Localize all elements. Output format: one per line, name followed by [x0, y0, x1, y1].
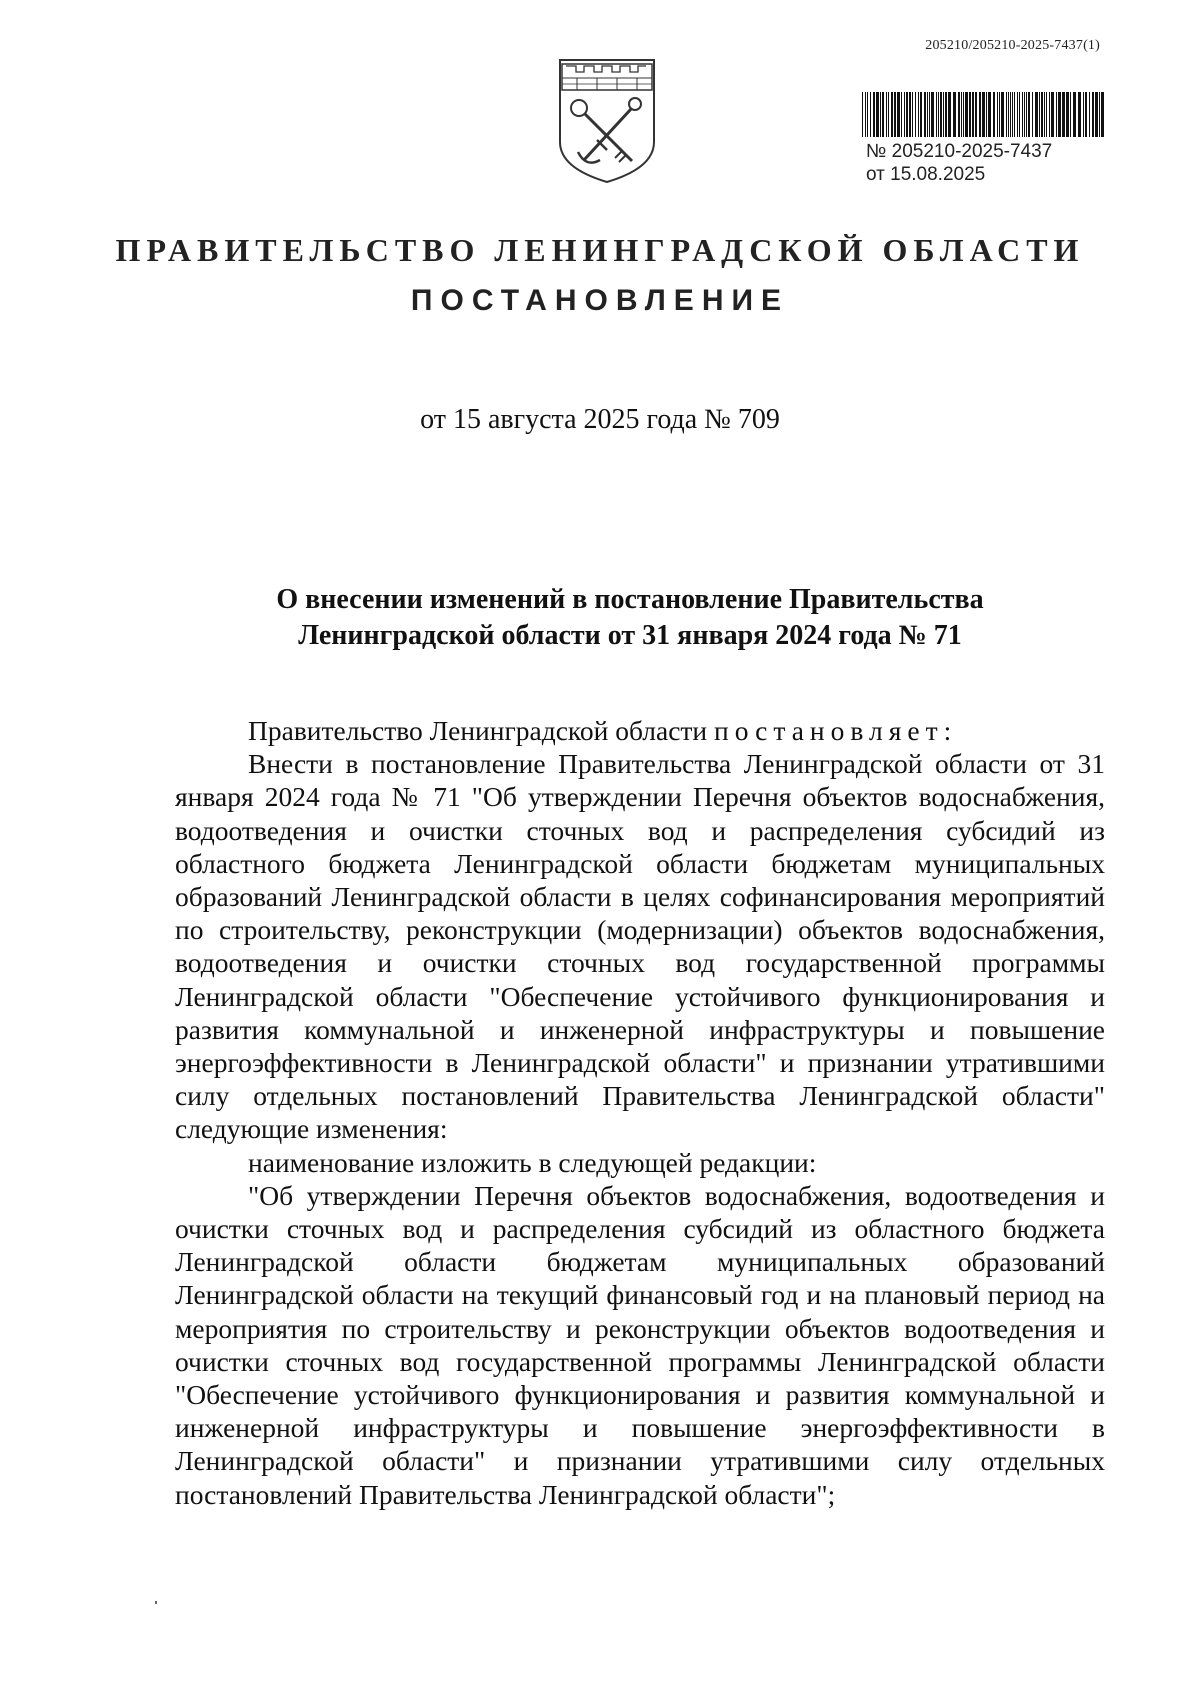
barcode-bar: [1049, 92, 1050, 137]
barcode-bar: [1058, 92, 1061, 137]
subject-line-2: Ленинградской области от 31 января 2024 года № 71: [298, 620, 962, 651]
intro-verb: постановляет:: [714, 715, 958, 746]
barcode-bar: [873, 92, 875, 137]
barcode-bar: [904, 92, 905, 137]
barcode-bar: [870, 92, 871, 137]
barcode-bar: [993, 92, 995, 137]
barcode-bar: [1012, 92, 1013, 137]
barcode-bar: [906, 92, 908, 137]
barcode-bar: [958, 92, 960, 137]
barcode-bar: [969, 92, 971, 137]
barcode-bar: [1095, 92, 1098, 137]
barcode-bar: [909, 92, 911, 137]
barcode-bar: [982, 92, 985, 137]
barcode-bar: [894, 92, 896, 137]
barcode-bar: [945, 92, 947, 137]
barcode-bar: [920, 92, 922, 137]
registration-number: № 205210-2025-7437: [866, 141, 1053, 162]
barcode-bar: [1051, 92, 1054, 137]
barcode-bar: [1092, 92, 1094, 137]
barcode-bar: [1101, 92, 1104, 137]
barcode-icon: [862, 92, 1104, 137]
barcode-bar: [1089, 92, 1090, 137]
subject-line-1: О внесении изменений в постановление Правительства: [276, 584, 984, 615]
barcode-bar: [862, 92, 863, 137]
barcode-bar: [972, 92, 974, 137]
barcode-bar: [888, 92, 889, 137]
intro-subject: Правительство Ленинградской области: [248, 715, 708, 746]
barcode-bar: [931, 92, 934, 137]
paragraph-new-title: "Об утверждении Перечня объектов водоснабжения, водоотведения и очистки сточных вод и распределения субсидий из областного бюджета Ленинградской области бюджетам муниципальных образований Ленинградской области на текущий финансовый год и на плановый период на мероприятия по строительству и реконструкции объектов водоотведения и очистки сточных вод государственной программы Ленинградской области "Обеспечение устойчивого функционирования и развития коммунальной и инженерной инфраструктуры и повышение энергоэффективности в Ленинградской области" и признании утратившими силу отдельных постановлений Правительства Ленинградской области";: [175, 1179, 1105, 1510]
barcode-bar: [1014, 92, 1015, 137]
barcode-bar: [1022, 92, 1023, 137]
barcode-bar: [1070, 92, 1071, 137]
barcode-bar: [1001, 92, 1004, 137]
barcode-bar: [953, 92, 956, 137]
paragraph-amendment: Внести в постановление Правительства Ленинградской области от 31 января 2024 года № 71 "Об утверждении Перечня объектов водоснабжения, водоотведения и очистки сточных вод и распределения субсидий из областного бюджета Ленинградской области бюджетам муниципальных образований Ленинградской области в целях софинансирования мероприятий по строительству, реконструкции (модернизации) объектов водоснабжения, водоотведения и очистки сточных вод государственной программы Ленинградской области "Обеспечение устойчивого функционирования и развития коммунальной и инженерной инфраструктуры и повышение энергоэффективности в Ленинградской области" и признании утратившими силу отдельных постановлений Правительства Ленинградской области" следующие изменения:: [175, 748, 1105, 1145]
document-reference: 205210/205210-2025-7437(1): [925, 38, 1100, 53]
barcode-bar: [1028, 92, 1030, 137]
barcode-bar: [927, 92, 928, 137]
scan-speck: [155, 1601, 157, 1604]
barcode-bar: [918, 92, 919, 137]
barcode-bar: [940, 92, 942, 137]
barcode-bar: [1008, 92, 1009, 137]
barcode-bar: [1056, 92, 1057, 137]
barcode-bar: [901, 92, 902, 137]
barcode-bar: [948, 92, 951, 137]
barcode-bar: [1035, 92, 1038, 137]
barcode-bar: [1066, 92, 1069, 137]
barcode-bar: [891, 92, 893, 137]
barcode-bar: [929, 92, 930, 137]
barcode-bar: [1078, 92, 1081, 137]
barcode-bar: [882, 92, 884, 137]
barcode-bar: [924, 92, 926, 137]
document-type: ПОСТАНОВЛЕНИЕ: [410, 284, 790, 317]
barcode-bar: [961, 92, 962, 137]
barcode-bar: [1046, 92, 1047, 137]
barcode-bar: [867, 92, 868, 137]
barcode-bar: [886, 92, 887, 137]
leningrad-oblast-coat-of-arms-icon: [552, 56, 662, 186]
barcode-bar: [1099, 92, 1100, 137]
registration-block: [866, 140, 1052, 186]
barcode-bar: [1041, 92, 1043, 137]
barcode-bar: [999, 92, 1000, 137]
barcode-bar: [1039, 92, 1040, 137]
barcode-bar: [1006, 92, 1007, 137]
issuing-authority: ПРАВИТЕЛЬСТВО ЛЕНИНГРАДСКОЙ ОБЛАСТИ: [115, 232, 1085, 268]
document-body: [175, 714, 1105, 1511]
barcode-bar: [865, 92, 866, 137]
barcode-bar: [1083, 92, 1084, 137]
barcode-bar: [880, 92, 881, 137]
barcode-bar: [943, 92, 944, 137]
barcode-bar: [1062, 92, 1065, 137]
barcode-bar: [912, 92, 913, 137]
paragraph-name-change: наименование изложить в следующей редакции:: [248, 1146, 817, 1178]
barcode-bar: [936, 92, 937, 137]
barcode-bar: [897, 92, 900, 137]
registration-date: от 15.08.2025: [866, 164, 986, 185]
barcode-bar: [963, 92, 964, 137]
document-date-number: от 15 августа 2025 года № 709: [420, 404, 780, 435]
barcode-bar: [1073, 92, 1076, 137]
barcode-bar: [965, 92, 968, 137]
barcode-bar: [1044, 92, 1045, 137]
barcode-bar: [1024, 92, 1025, 137]
barcode-bar: [1032, 92, 1033, 137]
barcode-bar: [988, 92, 991, 137]
barcode-bar: [979, 92, 981, 137]
barcode-bar: [975, 92, 977, 137]
barcode-bar: [1017, 92, 1018, 137]
barcode-bar: [876, 92, 879, 137]
barcode-bar: [1010, 92, 1011, 137]
document-subject: [180, 582, 1080, 654]
barcode-bar: [986, 92, 987, 137]
barcode-bar: [1026, 92, 1027, 137]
barcode-bar: [1085, 92, 1087, 137]
barcode-bar: [938, 92, 939, 137]
barcode-bar: [1019, 92, 1020, 137]
barcode-bar: [915, 92, 916, 137]
barcode-bar: [997, 92, 998, 137]
intro-paragraph: [175, 714, 1105, 747]
